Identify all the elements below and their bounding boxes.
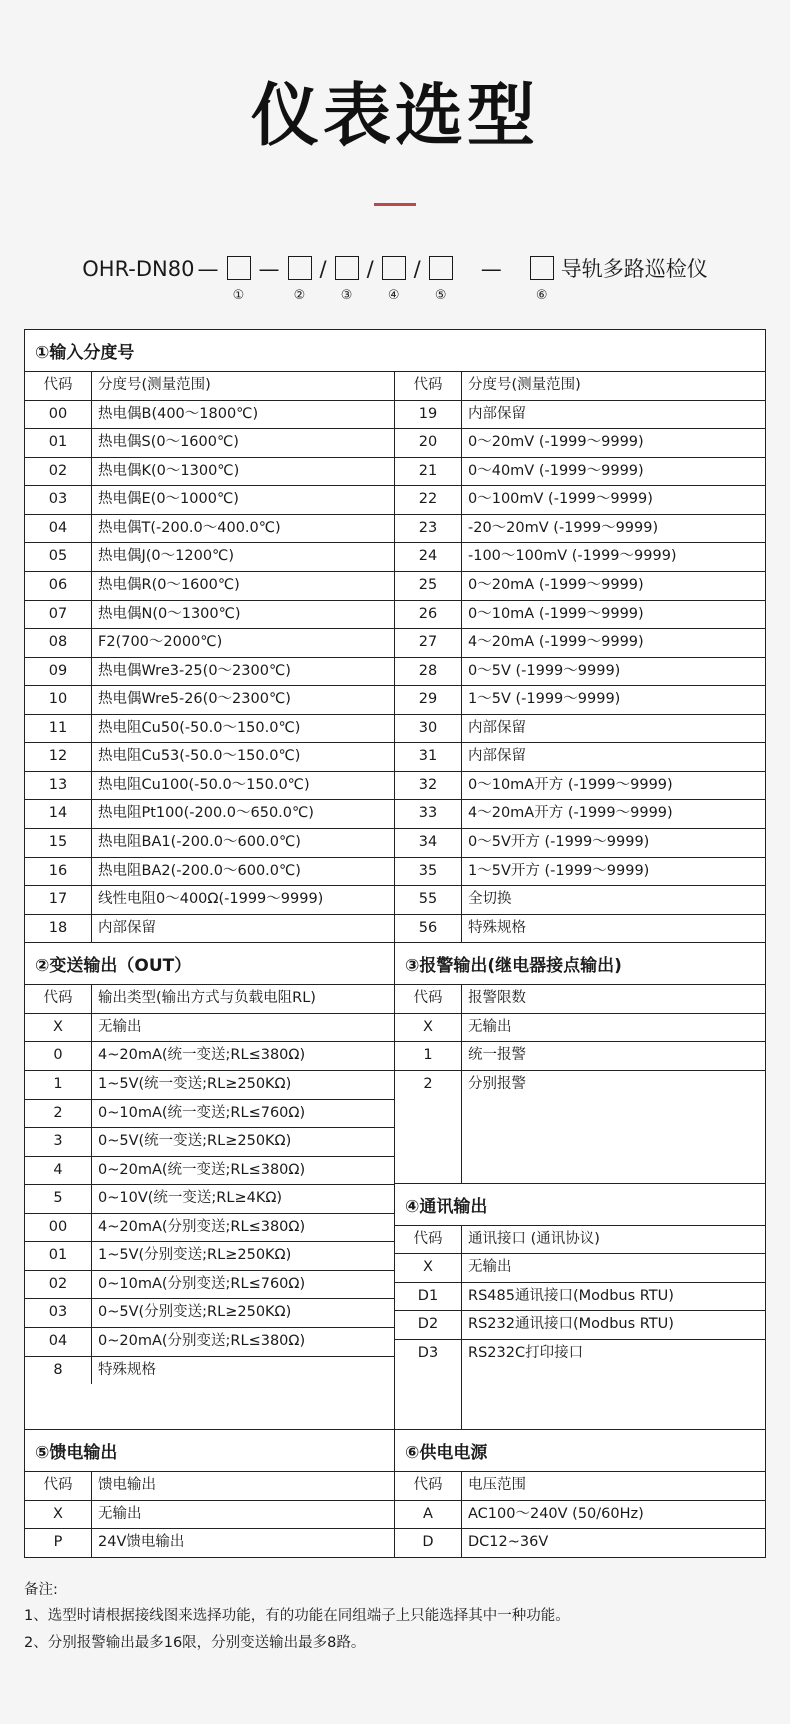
cell-desc: 热电偶T(-200.0～400.0℃) [92,514,395,543]
cell-code: 1 [395,1042,462,1071]
cell-desc: 0~5V(分别变送;RL≥250KΩ) [92,1299,395,1328]
cell-code: 1 [25,1070,92,1099]
comm-block [395,1184,765,1430]
model-code-line [0,252,790,303]
cell-desc: AC100～240V (50/60Hz) [462,1500,766,1529]
cell-code: 01 [25,429,92,458]
cell-desc: 热电偶K(0～1300℃) [92,457,395,486]
table-row [25,1070,394,1099]
table-row [395,743,765,772]
cell-desc: 0～5V开方 (-1999～9999) [462,829,766,858]
cell-desc: 分别报警 [468,1075,526,1092]
column-header-code: 代码 [25,372,92,400]
cell-desc: 热电偶N(0～1300℃) [92,600,395,629]
table-row [25,1156,394,1185]
cell-desc: 热电阻Cu53(-50.0～150.0℃) [92,743,395,772]
cell-code: X [395,1013,462,1042]
cell-desc: 特殊规格 [98,1361,156,1378]
input-right-table [395,372,765,942]
table-row [25,714,394,743]
table-row [395,1500,765,1529]
table-row [395,457,765,486]
table-row [25,486,394,515]
table-row [25,743,394,772]
cell-code: 04 [25,1328,92,1357]
table-header-row [395,372,765,400]
notes-line-1: 1、选型时请根据接线图来选择功能，有的功能在同组端子上只能选择其中一种功能。 [24,1608,570,1625]
table-row [395,886,765,915]
model-slot-2[interactable] [283,252,317,303]
cell-code: X [395,1254,462,1283]
table-spacer-row [395,1099,765,1183]
section-heading-power: ⑥供电电源 [395,1430,765,1472]
table-row [395,1339,765,1367]
cell-desc: -100～100mV (-1999～9999) [462,543,766,572]
cell-code: 19 [395,400,462,429]
column-header-code: 代码 [395,985,462,1013]
cell-desc: 内部保留 [462,743,766,772]
feed-power-section [25,1429,765,1557]
cell-code: 20 [395,429,462,458]
table-row [25,429,394,458]
cell-code: D [395,1529,462,1557]
cell-code: 26 [395,600,462,629]
table-row [25,800,394,829]
cell-desc: 线性电阻0～400Ω(-1999～9999) [92,886,395,915]
cell-code: P [25,1529,92,1557]
model-slot-number-1: ① [232,288,245,303]
column-header-code: 代码 [25,1472,92,1500]
column-header-desc: 电压范围 [462,1472,766,1500]
table-row [25,1213,394,1242]
column-header-desc: 馈电输出 [92,1472,395,1500]
model-slot-6[interactable] [525,252,559,303]
table-row [395,571,765,600]
cell-desc: RS485通讯接口(Modbus RTU) [462,1282,766,1311]
cell-desc: 0～20mA (-1999～9999) [462,571,766,600]
cell-code: 23 [395,514,462,543]
model-suffix: 导轨多路巡检仪 [560,257,708,281]
table-row [395,657,765,686]
table-row [25,1013,394,1042]
cell-code: 21 [395,457,462,486]
cell-desc: 0~5V(统一变送;RL≥250KΩ) [92,1128,395,1157]
cell-code: 15 [25,829,92,858]
input-left-column [25,372,395,942]
column-header-desc: 分度号(测量范围) [92,372,395,400]
table-row [395,1013,765,1042]
output-alarm-section [25,942,765,1429]
cell-desc: 1~5V(统一变送;RL≥250KΩ) [92,1070,395,1099]
model-slot-box-1[interactable] [227,256,251,280]
cell-code: 33 [395,800,462,829]
cell-desc: 0～40mV (-1999～9999) [462,457,766,486]
column-header-code: 代码 [25,985,92,1013]
cell-desc: 1~5V(分别变送;RL≥250KΩ) [92,1242,395,1271]
cell-code: 08 [25,629,92,658]
section-heading-input: ①输入分度号 [25,330,765,372]
cell-code: 27 [395,629,462,658]
table-row [25,1128,394,1157]
cell-code: 16 [25,857,92,886]
table-row [25,571,394,600]
notes-title: 备注: [24,1582,58,1598]
table-row [395,1282,765,1311]
model-slot-number-2: ② [293,288,306,303]
cell-code: 31 [395,743,462,772]
table-header-row [25,1472,394,1500]
table-row [395,800,765,829]
table-row [395,914,765,942]
cell-code: 05 [25,543,92,572]
cell-desc: 0～5V (-1999～9999) [462,657,766,686]
alarm-comm-column [395,943,765,1429]
model-slot-3[interactable] [330,252,364,303]
comm-table [395,1226,765,1430]
model-slot-number-5: ⑤ [434,288,447,303]
table-header-row [395,1472,765,1500]
cell-code: 5 [25,1185,92,1214]
cell-code: 24 [395,543,462,572]
cell-empty [395,1367,462,1429]
cell-code: 3 [25,1128,92,1157]
cell-desc: 热电偶R(0～1600℃) [92,571,395,600]
cell-desc: 内部保留 [462,714,766,743]
cell-code: 32 [395,771,462,800]
cell-code: 29 [395,686,462,715]
cell-desc: 无输出 [92,1013,395,1042]
table-row [25,1099,394,1128]
model-slot-5[interactable] [424,252,458,303]
cell-code: 13 [25,771,92,800]
cell-desc: 热电阻BA1(-200.0～600.0℃) [92,829,395,858]
table-row [25,914,394,942]
cell-code: 12 [25,743,92,772]
model-slot-1[interactable] [222,252,256,303]
cell-code: 06 [25,571,92,600]
model-slot-4[interactable] [377,252,411,303]
cell-desc: 热电偶J(0～1200℃) [92,543,395,572]
model-slot-box-4[interactable] [382,256,406,280]
table-row [395,1042,765,1071]
cell-code: 25 [395,571,462,600]
table-row [25,1042,394,1071]
table-row [395,1311,765,1340]
cell-code: 02 [25,457,92,486]
model-separator-3: / [319,257,327,281]
spec-table [24,329,766,1558]
section-heading-output: ②变送输出（OUT） [25,943,394,985]
table-row [25,1242,394,1271]
title-divider [374,203,416,206]
alarm-table [395,985,765,1182]
table-row [25,857,394,886]
section-heading-alarm: ③报警输出(继电器接点输出) [395,943,765,985]
cell-desc: 统一报警 [462,1042,766,1071]
model-separator-5: / [413,257,421,281]
model-slot-number-6: ⑥ [535,288,548,303]
cell-code: 09 [25,657,92,686]
model-slot-box-6[interactable] [530,256,554,280]
cell-desc: 0～10mA (-1999～9999) [462,600,766,629]
notes-line-2: 2、分别报警输出最多16限，分别变送输出最多8路。 [24,1634,366,1651]
section-heading-comm: ④通讯输出 [395,1184,765,1226]
section-heading-feed: ⑤馈电输出 [25,1430,394,1472]
cell-code: X [25,1500,92,1529]
cell-code: 28 [395,657,462,686]
column-header-desc: 报警限数 [462,985,766,1013]
model-slot-number-3: ③ [340,288,353,303]
table-row [25,600,394,629]
feed-column [25,1430,395,1557]
model-separator-4: / [366,257,374,281]
table-row [395,771,765,800]
cell-desc: 0~10mA(分别变送;RL≤760Ω) [92,1270,395,1299]
table-row [395,600,765,629]
cell-code: D1 [395,1282,462,1311]
table-row [25,657,394,686]
table-row [395,686,765,715]
table-row [395,1529,765,1557]
column-header-code: 代码 [395,372,462,400]
cell-code: X [25,1013,92,1042]
cell-desc: 热电阻Cu50(-50.0～150.0℃) [92,714,395,743]
table-row [25,457,394,486]
cell-desc: F2(700～2000℃) [92,629,395,658]
table-row [25,543,394,572]
cell-desc: 内部保留 [98,919,156,936]
column-header-desc: 通讯接口 (通讯协议) [462,1226,766,1254]
table-row [25,1299,394,1328]
cell-desc: 1～5V (-1999～9999) [462,686,766,715]
column-header-desc: 输出类型(输出方式与负载电阻RL) [92,985,395,1013]
output-table [25,985,394,1384]
table-row [395,1070,765,1098]
column-header-desc: 分度号(测量范围) [462,372,766,400]
cell-desc: 热电阻Pt100(-200.0～650.0℃) [92,800,395,829]
cell-desc: RS232通讯接口(Modbus RTU) [462,1311,766,1340]
cell-desc: 24V馈电输出 [98,1534,185,1551]
model-separator-1: — [197,257,219,281]
cell-desc: 全切换 [462,886,766,915]
cell-code: 01 [25,1242,92,1271]
model-slot-box-3[interactable] [335,256,359,280]
table-row [25,1270,394,1299]
cell-desc: 0～10mA开方 (-1999～9999) [462,771,766,800]
input-right-column [395,372,765,942]
cell-desc: 4~20mA(分别变送;RL≤380Ω) [92,1213,395,1242]
table-row [25,1356,394,1384]
cell-code: 22 [395,486,462,515]
cell-code: 14 [25,800,92,829]
table-row [395,629,765,658]
cell-code: A [395,1500,462,1529]
cell-code: 8 [25,1356,92,1384]
model-prefix: OHR-DN80 [82,257,195,281]
cell-code: 56 [395,914,462,942]
cell-desc: 热电偶E(0～1000℃) [92,486,395,515]
cell-desc: 热电偶S(0～1600℃) [92,429,395,458]
cell-code: 11 [25,714,92,743]
table-row [395,486,765,515]
table-header-row [395,985,765,1013]
cell-empty [395,1099,462,1183]
power-column [395,1430,765,1557]
table-row [25,771,394,800]
cell-code: 00 [25,1213,92,1242]
table-row [25,514,394,543]
table-row [25,686,394,715]
feed-table [25,1472,394,1557]
table-row [25,629,394,658]
table-header-row [25,372,394,400]
column-header-code: 代码 [395,1472,462,1500]
cell-desc: 0~10V(统一变送;RL≥4KΩ) [92,1185,395,1214]
cell-empty [462,1367,766,1429]
cell-desc: 4～20mA (-1999～9999) [462,629,766,658]
notes-block [24,1578,766,1656]
table-spacer-row [395,1367,765,1429]
cell-code: 0 [25,1042,92,1071]
cell-desc: 1～5V开方 (-1999～9999) [462,857,766,886]
cell-code: 04 [25,514,92,543]
cell-code: 55 [395,886,462,915]
cell-code: 17 [25,886,92,915]
table-header-row [25,985,394,1013]
table-row [25,886,394,915]
table-row [395,543,765,572]
cell-desc: 热电阻BA2(-200.0～600.0℃) [92,857,395,886]
table-row [395,829,765,858]
table-row [395,857,765,886]
alarm-block [395,943,765,1183]
model-separator-6: — [480,257,502,281]
power-table [395,1472,765,1557]
cell-desc: 内部保留 [462,400,766,429]
cell-desc: 0~10mA(统一变送;RL≤760Ω) [92,1099,395,1128]
cell-desc: 4~20mA(统一变送;RL≤380Ω) [92,1042,395,1071]
cell-desc: 热电偶Wre3-25(0～2300℃) [92,657,395,686]
cell-empty [462,1099,766,1183]
cell-code: 2 [395,1070,462,1098]
cell-desc: 无输出 [462,1254,766,1283]
cell-desc: 热电偶B(400～1800℃) [92,400,395,429]
cell-code: 4 [25,1156,92,1185]
table-row [395,1254,765,1283]
cell-code: 35 [395,857,462,886]
cell-code: 07 [25,600,92,629]
model-separator-2: — [258,257,280,281]
cell-code: 03 [25,486,92,515]
model-slot-box-2[interactable] [288,256,312,280]
cell-code: 10 [25,686,92,715]
table-header-row [395,1226,765,1254]
table-row [395,400,765,429]
page-title: 仪表选型 [250,77,539,156]
table-row [25,1500,394,1529]
cell-desc: RS232C打印接口 [468,1344,584,1361]
cell-desc: DC12~36V [468,1534,549,1551]
cell-code: 18 [25,914,92,942]
input-left-table [25,372,394,942]
cell-desc: 无输出 [92,1500,395,1529]
cell-code: D2 [395,1311,462,1340]
cell-desc: 热电偶Wre5-26(0～2300℃) [92,686,395,715]
cell-code: D3 [395,1339,462,1367]
cell-desc: -20～20mV (-1999～9999) [462,514,766,543]
model-slot-number-4: ④ [387,288,400,303]
cell-desc: 0～100mV (-1999～9999) [462,486,766,515]
cell-code: 30 [395,714,462,743]
table-row [25,1529,394,1557]
column-header-code: 代码 [395,1226,462,1254]
cell-desc: 0～20mV (-1999～9999) [462,429,766,458]
table-row [25,1185,394,1214]
input-section-body [25,372,765,942]
cell-code: 34 [395,829,462,858]
table-row [25,829,394,858]
model-slot-box-5[interactable] [429,256,453,280]
cell-desc: 4～20mA开方 (-1999～9999) [462,800,766,829]
cell-desc: 热电阻Cu100(-50.0～150.0℃) [92,771,395,800]
cell-desc: 特殊规格 [468,919,526,936]
cell-desc: 无输出 [462,1013,766,1042]
cell-code: 00 [25,400,92,429]
cell-desc: 0~20mA(分别变送;RL≤380Ω) [92,1328,395,1357]
cell-desc: 0~20mA(统一变送;RL≤380Ω) [92,1156,395,1185]
table-row [395,514,765,543]
table-row [25,1328,394,1357]
output-column [25,943,395,1429]
cell-code: 02 [25,1270,92,1299]
cell-code: 03 [25,1299,92,1328]
table-row [25,400,394,429]
table-row [395,714,765,743]
table-row [395,429,765,458]
cell-code: 2 [25,1099,92,1128]
